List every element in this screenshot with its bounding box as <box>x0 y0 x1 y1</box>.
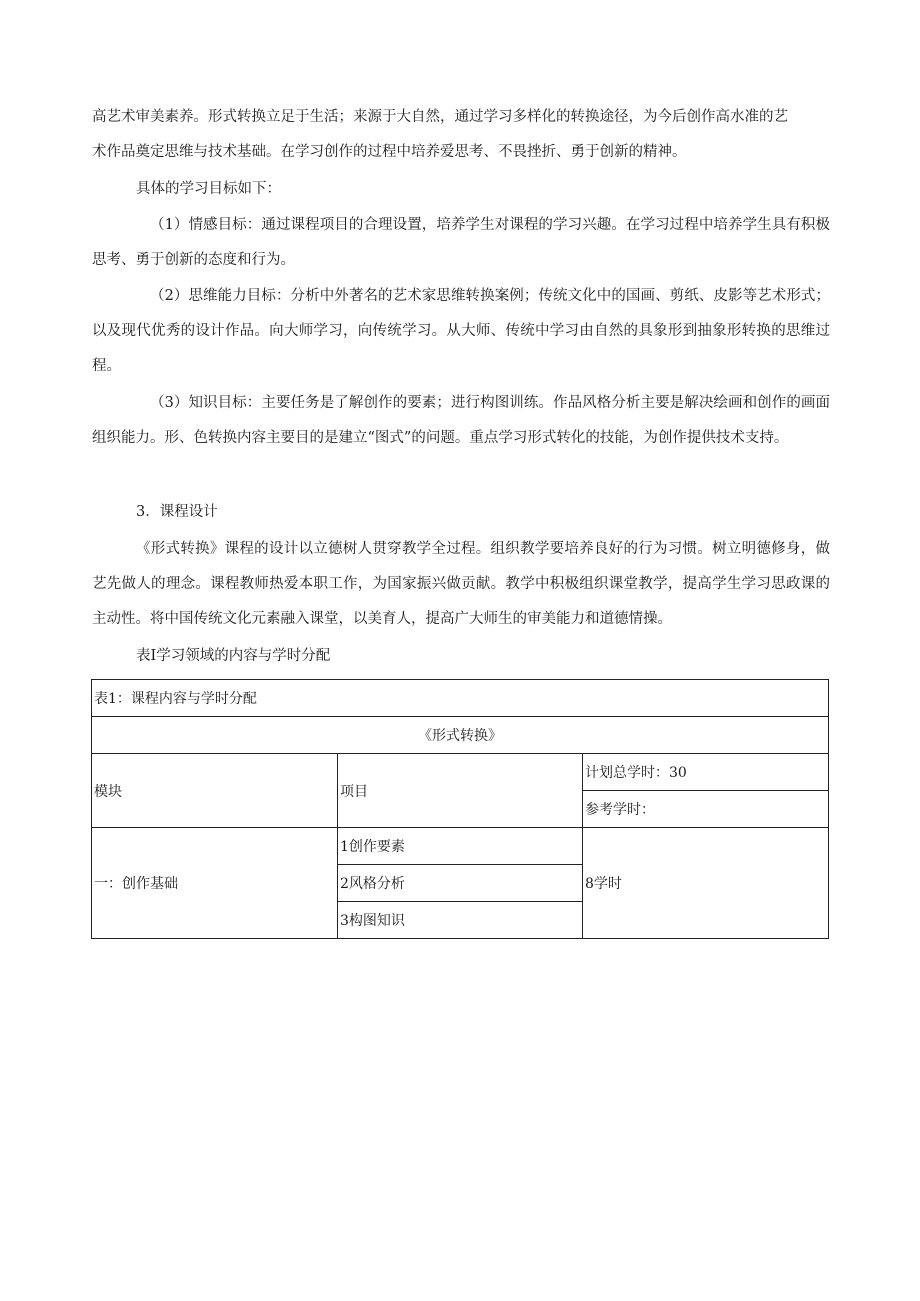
module-header: 模块 <box>92 754 338 828</box>
project-cell: 1创作要素 <box>338 828 583 865</box>
project-cell: 2风格分析 <box>338 865 583 902</box>
goals-intro: 具体的学习目标如下： <box>136 181 281 197</box>
course-name-row <box>92 717 829 754</box>
course-name: 《形式转换》 <box>92 717 829 754</box>
hours-cell: 8学时 <box>583 828 829 939</box>
table-title-row <box>92 680 829 717</box>
table-title: 表1：课程内容与学时分配 <box>92 680 829 717</box>
module-cell: 一：创作基础 <box>92 828 338 939</box>
goal-thinking: （2）思维能力目标：分析中外著名的艺术家思维转换案例；传统文化中的国画、剪纸、皮影等艺术形式；以及现代优秀的设计作品。向大师学习，向传统学习。从大师、传统中学习由自然的具象形到抽象形转换的思维过程。 <box>92 288 830 374</box>
project-header: 项目 <box>338 754 583 828</box>
table-row <box>92 828 829 865</box>
course-design-paragraph: 《形式转换》课程的设计以立德树人贯穿教学全过程。组织教学要培养良好的行为习惯。树立明德修身，做艺先做人的理念。课程教师热爱本职工作，为国家振兴做贡献。教学中积极组织课堂教学，提高学生学习思政课的主动性。将中国传统文化元素融入课堂，以美育人，提高广大师生的审美能力和道德情操。 <box>92 541 830 627</box>
section-heading: 3．课程设计 <box>136 504 218 520</box>
intro-line-1: 高艺术审美素养。形式转换立足于生活；来源于大自然，通过学习多样化的转换途径，为今后创作高水准的艺 <box>92 109 788 125</box>
total-hours-header: 计划总学时：30 <box>583 754 829 791</box>
table-caption: 表Ⅰ学习领域的内容与学时分配 <box>136 648 331 664</box>
intro-paragraph <box>92 100 830 170</box>
goal-emotional: （1）情感目标：通过课程项目的合理设置，培养学生对课程的学习兴趣。在学习过程中培养学生具有积极思考、勇于创新的态度和行为。 <box>92 217 830 268</box>
reference-hours-header: 参考学时： <box>583 791 829 828</box>
intro-line-2: 术作品奠定思维与技术基础。在学习创作的过程中培养爱思考、不畏挫折、勇于创新的精神。 <box>92 144 687 160</box>
course-hours-table <box>91 679 829 939</box>
goal-knowledge: （3）知识目标：主要任务是了解创作的要素；进行构图训练。作品风格分析主要是解决绘画和创作的画面组织能力。形、色转换内容主要目的是建立“图式”的问题。重点学习形式转化的技能，为创作提供技术支持。 <box>92 395 830 446</box>
header-row <box>92 754 829 791</box>
project-cell: 3构图知识 <box>338 902 583 939</box>
